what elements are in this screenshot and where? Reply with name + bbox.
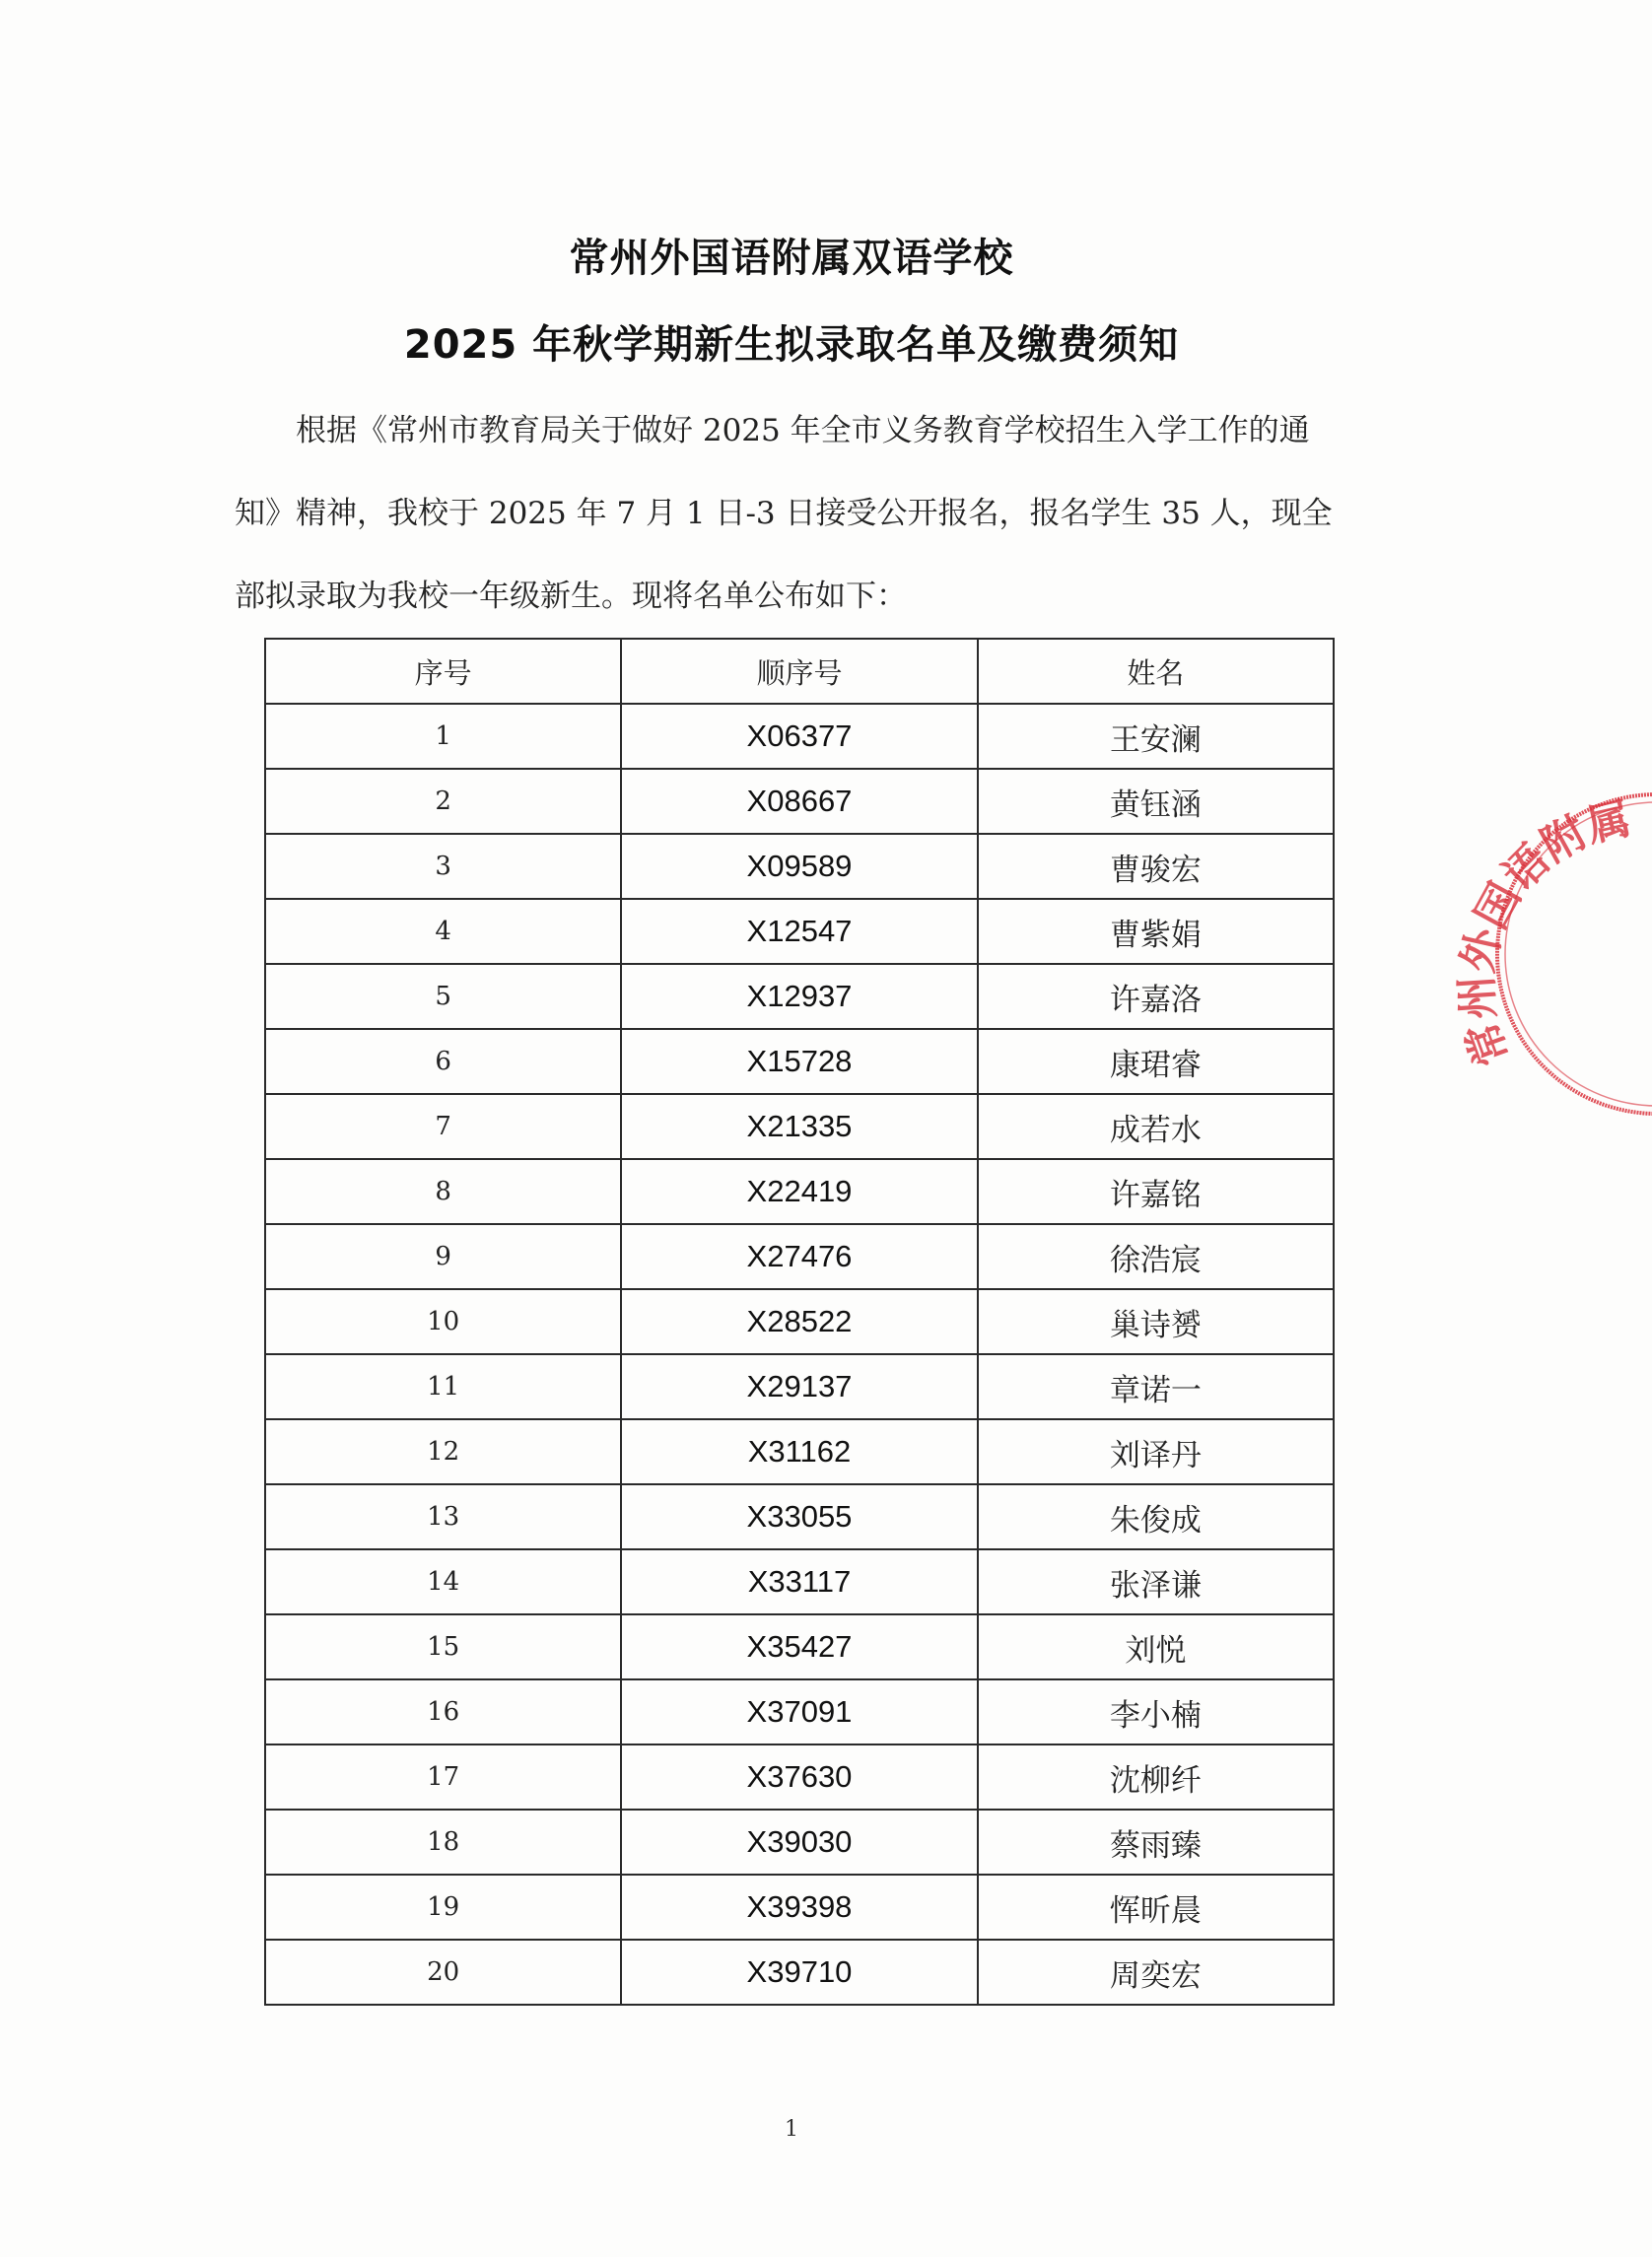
admission-table [264,638,1335,2006]
table-row [265,1159,1334,1224]
table-row [265,1744,1334,1810]
seal-lettering [1433,739,1635,1072]
official-seal [1433,739,1652,1133]
table-row [265,1614,1334,1679]
row-student-name: 恽昕晨 [978,1875,1334,1940]
row-order-number: X15728 [621,1029,977,1094]
page-number: 1 [785,2117,798,2142]
table-row [265,1810,1334,1875]
row-serial: 2 [265,769,621,834]
row-order-number: X29137 [621,1354,977,1419]
table-row [265,1094,1334,1159]
row-order-number: X21335 [621,1094,977,1159]
row-student-name: 王安澜 [978,704,1334,769]
row-student-name: 许嘉铭 [978,1159,1334,1224]
table-row [265,964,1334,1029]
intro-line-3: 部拟录取为我校一年级新生。现将名单公布如下： [235,579,907,614]
row-order-number: X39710 [621,1940,977,2005]
table-header-row [265,639,1334,704]
row-serial: 5 [265,964,621,1029]
row-order-number: X28522 [621,1289,977,1354]
row-student-name: 周奕宏 [978,1940,1334,2005]
row-order-number: X33117 [621,1549,977,1614]
row-serial: 19 [265,1875,621,1940]
table-body [265,704,1334,2005]
row-student-name: 蔡雨臻 [978,1810,1334,1875]
row-student-name: 曹紫娟 [978,899,1334,964]
table-row [265,1029,1334,1094]
row-serial: 4 [265,899,621,964]
row-student-name: 康珺睿 [978,1029,1334,1094]
row-serial: 6 [265,1029,621,1094]
row-order-number: X27476 [621,1224,977,1289]
document-subtitle: 2025 年秋学期新生拟录取名单及缴费须知 [403,322,1180,368]
header-order-number: 顺序号 [621,639,977,704]
row-serial: 1 [265,704,621,769]
row-student-name: 张泽谦 [978,1549,1334,1614]
row-serial: 7 [265,1094,621,1159]
row-student-name: 刘译丹 [978,1419,1334,1484]
row-serial: 8 [265,1159,621,1224]
row-student-name: 成若水 [978,1094,1334,1159]
row-serial: 17 [265,1744,621,1810]
table-row [265,1940,1334,2005]
row-order-number: X35427 [621,1614,977,1679]
intro-line-2: 知》精神，我校于 2025 年 7 月 1 日-3 日接受公开报名，报名学生 35 人，现全 [235,496,1333,531]
row-serial: 18 [265,1810,621,1875]
row-student-name: 刘悦 [978,1614,1334,1679]
row-order-number: X12547 [621,899,977,964]
table-row [265,1289,1334,1354]
row-student-name: 巢诗赟 [978,1289,1334,1354]
row-order-number: X39030 [621,1810,977,1875]
row-order-number: X06377 [621,704,977,769]
row-student-name: 黄钰涵 [978,769,1334,834]
row-order-number: X12937 [621,964,977,1029]
row-student-name: 朱俊成 [978,1484,1334,1549]
row-student-name: 李小楠 [978,1679,1334,1744]
table-row [265,1419,1334,1484]
row-order-number: X09589 [621,834,977,899]
row-serial: 11 [265,1354,621,1419]
table-row [265,1679,1334,1744]
row-serial: 9 [265,1224,621,1289]
row-student-name: 沈柳纤 [978,1744,1334,1810]
row-order-number: X37630 [621,1744,977,1810]
table-row [265,1549,1334,1614]
row-order-number: X22419 [621,1159,977,1224]
row-serial: 20 [265,1940,621,2005]
table-row [265,769,1334,834]
header-name: 姓名 [978,639,1334,704]
row-serial: 10 [265,1289,621,1354]
row-order-number: X08667 [621,769,977,834]
row-serial: 15 [265,1614,621,1679]
table-row [265,1875,1334,1940]
row-student-name: 徐浩宸 [978,1224,1334,1289]
table-row [265,834,1334,899]
row-serial: 13 [265,1484,621,1549]
row-student-name: 许嘉洛 [978,964,1334,1029]
row-serial: 16 [265,1679,621,1744]
intro-line-1: 根据《常州市教育局关于做好 2025 年全市义务教育学校招生入学工作的通 [296,413,1310,448]
row-serial: 12 [265,1419,621,1484]
row-student-name: 曹骏宏 [978,834,1334,899]
intro-paragraph [235,389,1368,638]
row-serial: 3 [265,834,621,899]
row-serial: 14 [265,1549,621,1614]
row-student-name: 章诺一 [978,1354,1334,1419]
document-title: 常州外国语附属双语学校 [569,236,1014,281]
row-order-number: X37091 [621,1679,977,1744]
header-serial: 序号 [265,639,621,704]
table-row [265,899,1334,964]
table-row [265,704,1334,769]
table-row [265,1224,1334,1289]
row-order-number: X39398 [621,1875,977,1940]
row-order-number: X31162 [621,1419,977,1484]
table-row [265,1484,1334,1549]
seal-lettering-path: 常州外国语附属双语学校 [1433,739,1636,1073]
table-row [265,1354,1334,1419]
row-order-number: X33055 [621,1484,977,1549]
